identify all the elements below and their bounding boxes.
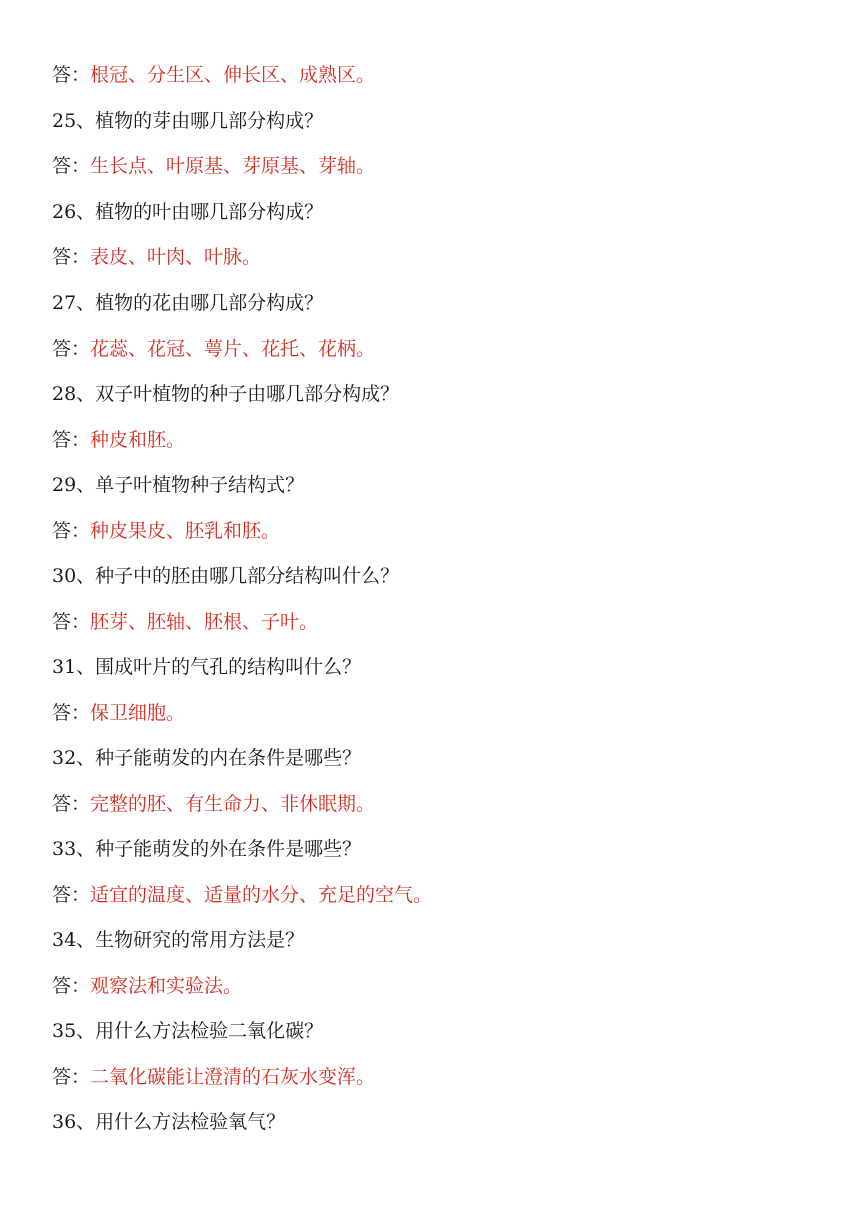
question-line: 34、生物研究的常用方法是？ [52,929,305,951]
answer-prefix: 答： [52,1066,91,1088]
answer-prefix: 答： [52,246,91,268]
answer-text: 完整的胚、有生命力、非休眠期。 [90,793,376,815]
question-line: 27、植物的花由哪几部分构成？ [52,292,324,314]
answer-text: 二氧化碳能让澄清的石灰水变浑。 [90,1066,376,1088]
answer-prefix: 答： [52,611,91,633]
question-line: 30、种子中的胚由哪几部分结构叫什么？ [52,565,400,587]
answer-text: 保卫细胞。 [90,702,186,724]
answer-line [52,243,261,271]
answer-line [52,699,185,727]
answer-line [52,1063,375,1091]
question-line: 29、单子叶植物种子结构式？ [52,474,305,496]
answer-line [52,790,375,818]
answer-text: 种皮果皮、胚乳和胚。 [90,520,281,542]
answer-line [52,972,242,1000]
answer-prefix: 答： [52,793,91,815]
answer-line [52,61,375,89]
question-line: 31、围成叶片的气孔的结构叫什么？ [52,656,362,678]
answer-line [52,152,375,180]
answer-text: 观察法和实验法。 [90,975,243,997]
question-line: 36、用什么方法检验氧气？ [52,1111,286,1133]
answer-prefix: 答： [52,520,91,542]
answer-text: 适宜的温度、适量的水分、充足的空气。 [90,884,433,906]
answer-line [52,335,375,363]
answer-line [52,881,432,909]
answer-text: 花蕊、花冠、萼片、花托、花柄。 [90,338,376,360]
question-line: 33、种子能萌发的外在条件是哪些？ [52,838,362,860]
answer-text: 根冠、分生区、伸长区、成熟区。 [90,64,376,86]
question-line: 32、种子能萌发的内在条件是哪些？ [52,747,362,769]
answer-prefix: 答： [52,155,91,177]
answer-text: 生长点、叶原基、芽原基、芽轴。 [90,155,376,177]
answer-text: 胚芽、胚轴、胚根、子叶。 [90,611,319,633]
question-line: 28、双子叶植物的种子由哪几部分构成？ [52,383,400,405]
question-line: 35、用什么方法检验二氧化碳？ [52,1020,324,1042]
answer-line [52,426,185,454]
answer-line [52,608,318,636]
answer-prefix: 答： [52,338,91,360]
answer-prefix: 答： [52,975,91,997]
answer-prefix: 答： [52,64,91,86]
answer-text: 表皮、叶肉、叶脉。 [90,246,262,268]
question-line: 25、植物的芽由哪几部分构成？ [52,110,324,132]
answer-line [52,517,280,545]
question-line: 26、植物的叶由哪几部分构成？ [52,201,324,223]
answer-prefix: 答： [52,702,91,724]
answer-prefix: 答： [52,429,91,451]
answer-text: 种皮和胚。 [90,429,186,451]
answer-prefix: 答： [52,884,91,906]
